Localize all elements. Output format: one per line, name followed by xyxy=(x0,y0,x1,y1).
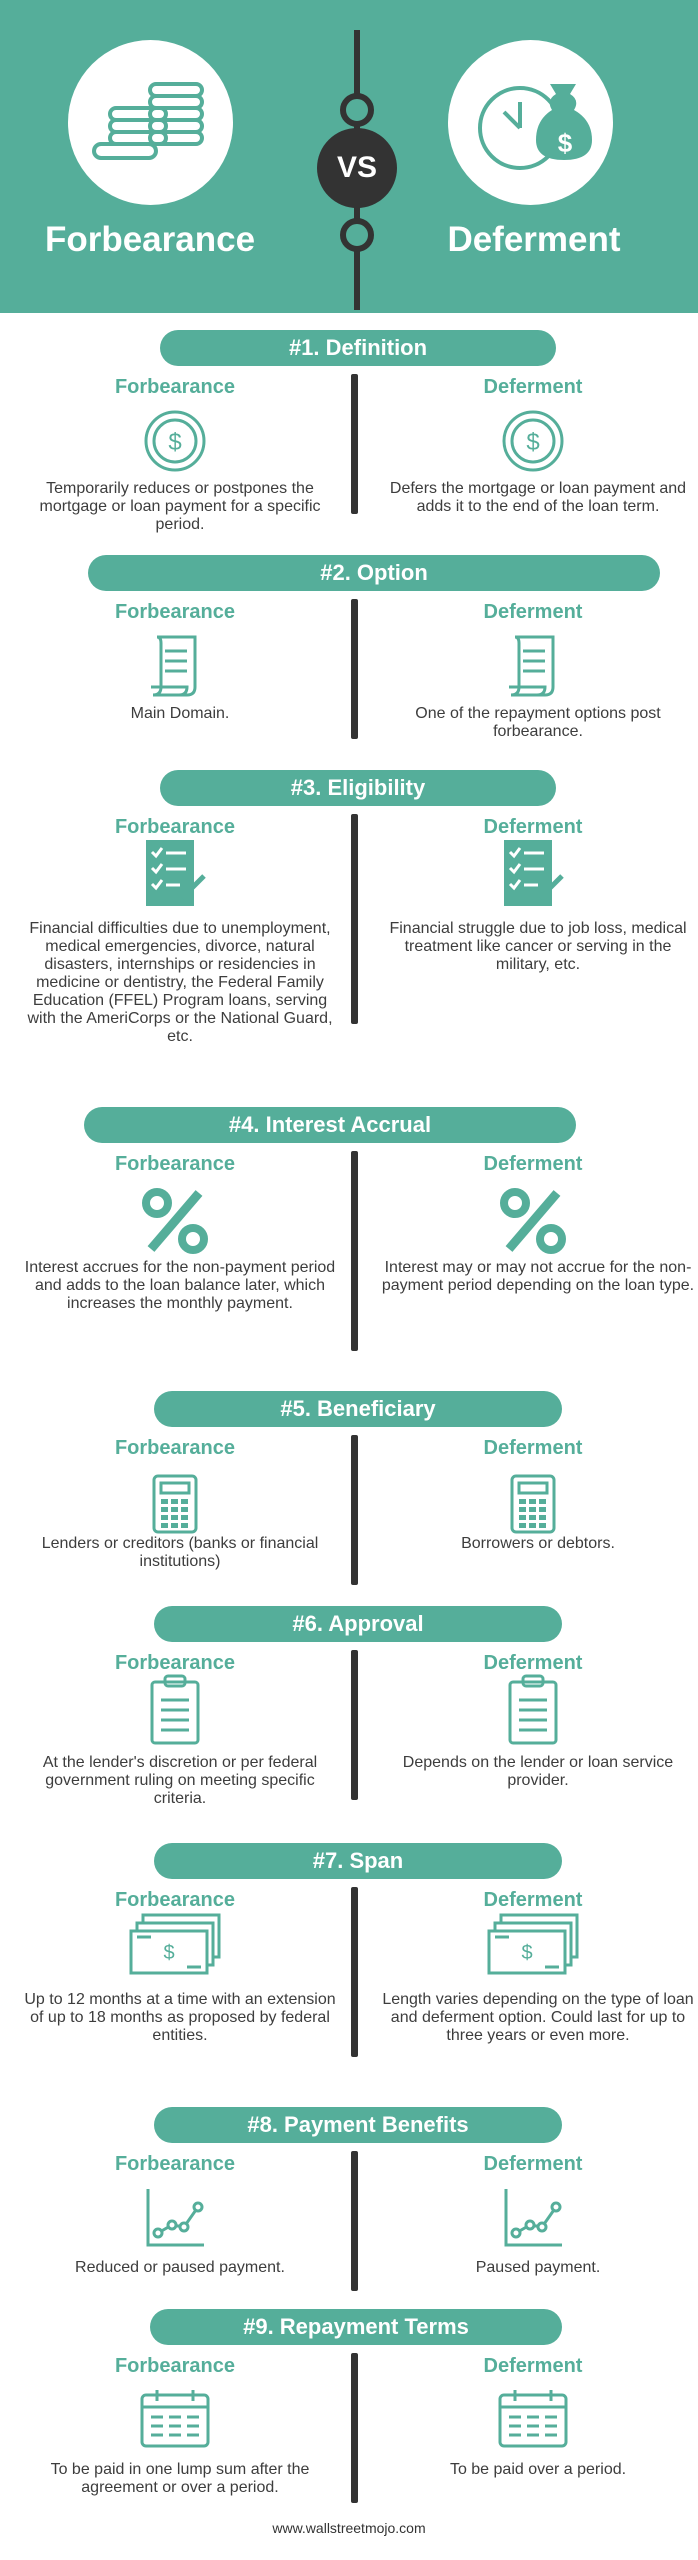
right-column-description: Length varies depending on the type of loan and deferment option. Could last for up to three years or even more. xyxy=(382,1991,694,2044)
svg-text:$: $ xyxy=(526,429,540,456)
left-column-description: Reduced or paused payment. xyxy=(75,2259,285,2276)
right-column-description: Interest may or may not accrue for the non-payment period depending on the loan type. xyxy=(381,1259,695,1294)
column-divider xyxy=(351,1650,358,1800)
clock-money-bag-icon xyxy=(448,40,613,205)
right-column-description: One of the repayment options post forbearance. xyxy=(415,705,661,740)
right-column-title: Deferment xyxy=(483,1437,583,1459)
right-column-title: Deferment xyxy=(483,601,583,623)
left-column-title: Forbearance xyxy=(114,1889,236,1911)
right-column-description: Borrowers or debtors. xyxy=(461,1535,615,1552)
svg-text:$: $ xyxy=(168,429,182,456)
banknotes-icon xyxy=(127,1911,223,1982)
clipboard-icon xyxy=(507,1674,559,1751)
dollar-coin-icon xyxy=(500,408,566,479)
header-banner xyxy=(0,0,698,313)
dollar-coin-icon xyxy=(142,408,208,479)
scroll-icon xyxy=(145,633,205,704)
column-divider xyxy=(351,2353,358,2503)
right-column-title: Deferment xyxy=(483,1652,583,1674)
column-divider xyxy=(351,1435,358,1585)
left-column-description: Temporarily reduces or postpones the mortgage or loan payment for a specific period. xyxy=(39,480,321,533)
calculator-icon xyxy=(509,1473,557,1540)
column-divider xyxy=(351,599,358,739)
section-title-pill: #6. Approval xyxy=(154,1606,562,1642)
footer-website: www.wallstreetmojo.com xyxy=(272,2520,426,2536)
left-column-description: To be paid in one lump sum after the agreement or over a period. xyxy=(50,2461,310,2496)
left-column-title: Forbearance xyxy=(114,1153,236,1175)
left-column-title: Forbearance xyxy=(114,816,236,838)
left-column-description: Main Domain. xyxy=(130,705,230,722)
left-column-title: Forbearance xyxy=(114,601,236,623)
section-title-pill: #3. Eligibility xyxy=(160,770,556,806)
left-column-title: Forbearance xyxy=(114,1652,236,1674)
vs-ring-top xyxy=(340,93,374,127)
left-column-title: Forbearance xyxy=(114,2153,236,2175)
calendar-icon xyxy=(139,2387,211,2454)
right-column-title: Deferment xyxy=(483,816,583,838)
right-column-description: Financial struggle due to job loss, medical treatment like cancer or serving in the military, etc. xyxy=(389,920,687,973)
right-column-title: Deferment xyxy=(483,1889,583,1911)
right-column-title: Deferment xyxy=(483,1153,583,1175)
right-column-description: Paused payment. xyxy=(475,2259,601,2276)
left-header-title: Forbearance xyxy=(44,220,256,259)
right-column-title: Deferment xyxy=(483,376,583,398)
scroll-icon xyxy=(503,633,563,704)
column-divider xyxy=(351,1887,358,2057)
section-title-pill: #7. Span xyxy=(154,1843,562,1879)
coins-icon xyxy=(68,40,233,205)
clipboard-icon xyxy=(149,1674,201,1751)
line-graph-icon xyxy=(500,2185,566,2256)
checklist-icon xyxy=(142,838,208,915)
vs-badge: VS xyxy=(317,128,397,208)
banknotes-icon xyxy=(485,1911,581,1982)
left-column-description: Lenders or creditors (banks or financial institutions) xyxy=(41,1535,319,1570)
left-header-circle xyxy=(68,40,233,205)
left-column-description: Financial difficulties due to unemployment, medical emergencies, divorce, natural disasters, internships or residencies in medicine or dentistry, the Federal Family Education (FFEL) Program loans, serving with the AmeriCorps or the National Guard, etc. xyxy=(27,920,333,1045)
column-divider xyxy=(351,374,358,514)
left-column-title: Forbearance xyxy=(114,2355,236,2377)
left-column-description: Interest accrues for the non-payment period and adds to the loan balance later, which increases the monthly payment. xyxy=(24,1259,336,1312)
right-column-description: Depends on the lender or loan service provider. xyxy=(402,1754,674,1789)
calculator-icon xyxy=(151,1473,199,1540)
percent-icon xyxy=(139,1185,211,1262)
column-divider xyxy=(351,1151,358,1351)
line-graph-icon xyxy=(142,2185,208,2256)
vs-ring-bottom xyxy=(340,218,374,252)
percent-icon xyxy=(497,1185,569,1262)
left-column-title: Forbearance xyxy=(114,376,236,398)
svg-text:$: $ xyxy=(557,128,573,158)
checklist-icon xyxy=(500,838,566,915)
right-column-title: Deferment xyxy=(483,2153,583,2175)
right-column-description: To be paid over a period. xyxy=(449,2461,627,2478)
calendar-icon xyxy=(497,2387,569,2454)
right-column-title: Deferment xyxy=(483,2355,583,2377)
section-title-pill: #8. Payment Benefits xyxy=(154,2107,562,2143)
left-column-title: Forbearance xyxy=(114,1437,236,1459)
column-divider xyxy=(351,814,358,1024)
svg-text:$: $ xyxy=(521,1942,533,1964)
section-title-pill: #4. Interest Accrual xyxy=(84,1107,576,1143)
right-header-circle xyxy=(448,40,613,205)
section-title-pill: #9. Repayment Terms xyxy=(150,2309,562,2345)
left-column-description: Up to 12 months at a time with an extension of up to 18 months as proposed by federal entities. xyxy=(24,1991,336,2044)
left-column-description: At the lender's discretion or per federal government ruling on meeting specific criteria. xyxy=(42,1754,318,1807)
right-column-description: Defers the mortgage or loan payment and adds it to the end of the loan term. xyxy=(389,480,687,515)
right-header-title: Deferment xyxy=(447,220,621,259)
column-divider xyxy=(351,2151,358,2291)
svg-text:$: $ xyxy=(163,1942,175,1964)
section-title-pill: #1. Definition xyxy=(160,330,556,366)
section-title-pill: #5. Beneficiary xyxy=(154,1391,562,1427)
section-title-pill: #2. Option xyxy=(88,555,660,591)
